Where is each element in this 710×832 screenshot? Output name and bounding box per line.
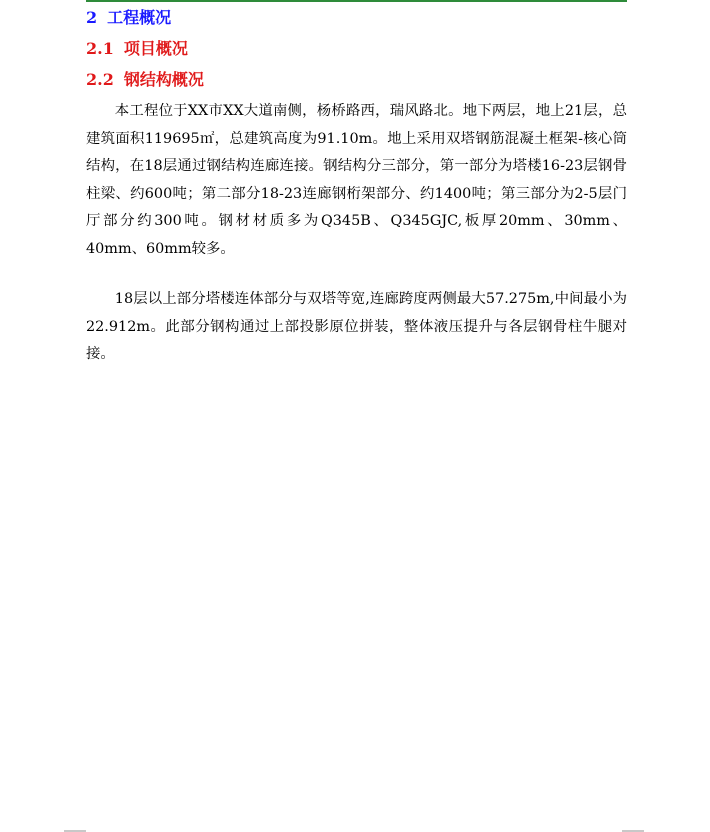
subsection-title: 项目概况: [123, 39, 188, 58]
subsection-heading-2-1: [86, 39, 188, 59]
subsection-heading-2-2: [86, 70, 204, 90]
section-number: 2: [86, 8, 98, 27]
section-title: 工程概况: [107, 8, 172, 27]
body-paragraph: 18层以上部分塔楼连体部分与双塔等宽,连廊跨度两侧最大57.275m,中间最小为22.912m。此部分钢构通过上部投影原位拼装，整体液压提升与各层钢骨柱牛腿对接。: [86, 291, 627, 362]
header-rule: [86, 0, 627, 2]
subsection-title: 钢结构概况: [123, 70, 204, 89]
subsection-number: 2.1: [86, 39, 114, 58]
body-paragraph: 本工程位于XX市XX大道南侧，杨桥路西，瑞风路北。地下两层，地上21层，总建筑面积119695㎡，总建筑高度为91.10m。地上采用双塔钢筋混凝土框架-核心筒结构，在18层通过钢结构连廊连接。钢结构分三部分，第一部分为塔楼16-23层钢骨柱梁、约600吨；第二部分18-23连廊钢桁架部分、约1400吨；第三部分为2-5层门厅部分约300吨。钢材材质多为Q345B、Q345GJC,板厚20mm、30mm、40mm、60mm较多。: [86, 103, 627, 257]
section-heading-2: [86, 8, 171, 28]
subsection-number: 2.2: [86, 70, 114, 89]
